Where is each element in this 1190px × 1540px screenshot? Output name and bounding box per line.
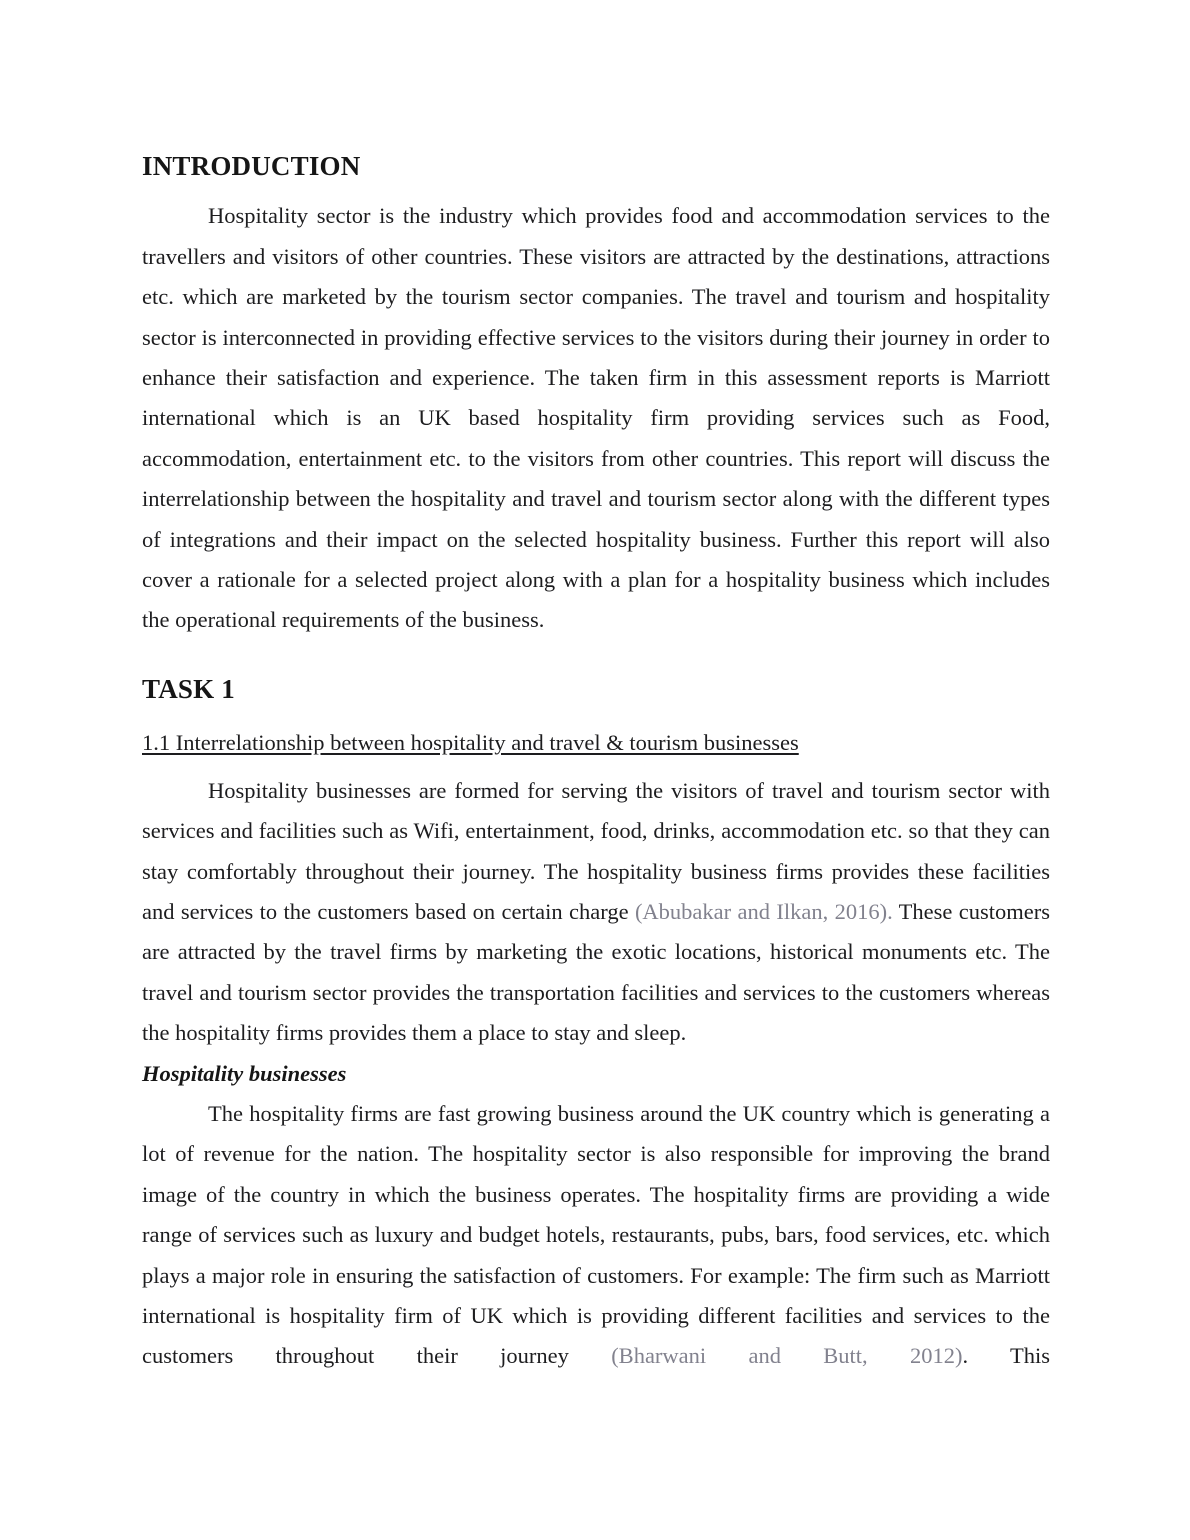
paragraph-text-segment: The hospitality firms are fast growing business around the UK country which is generating a lot of revenue for the nation. The hospitality sector is also responsible for improving the brand image of the country in which the business operates. The hospitality firms are providing a wide range of services such as luxury and budget hotels, restaurants, pubs, bars, food services, etc. which plays a major role in ensuring the satisfaction of customers. For example: The firm such as Marriott international is hospitality firm of UK which is providing different facilities and services to the customers throughout their journey bbox=[142, 1101, 1050, 1369]
citation-abubakar-ilkan: (Abubakar and Ilkan, 2016). bbox=[634, 898, 893, 924]
paragraph-text-segment: Hospitality businesses are formed for serving the visitors of travel and tourism sector with services and facilities such as Wifi, entertainment, food, drinks, accommodation etc. so that they can stay comfortably throughout their journey. The hospitality business firms provides these facilities and services to the customers based on certain charge bbox=[142, 777, 1050, 924]
paragraph-text-segment: These customers are attracted by the travel firms by marketing the exotic locations, historical monuments etc. The travel and tourism sector provides the transportation facilities and services to the customers whereas the hospitality firms provides them a place to stay and sleep. bbox=[142, 898, 1050, 1046]
heading-hospitality-businesses: Hospitality businesses bbox=[142, 1060, 347, 1086]
section-heading-task1: TASK 1 bbox=[142, 673, 235, 704]
section-heading-introduction: INTRODUCTION bbox=[142, 151, 361, 181]
citation-bharwani-butt: (Bharwani and Butt, 2012) bbox=[611, 1343, 963, 1369]
hospitality-paragraph bbox=[142, 1094, 1050, 1377]
introduction-paragraph: Hospitality sector is the industry which provides food and accommodation services to the travellers and visitors of other countries. These visitors are attracted by the destinations, attractions etc. which are marketed by the tourism sector companies. The travel and tourism and hospitality sector is interconnected in providing effective services to the visitors during their journey in order to enhance their satisfaction and experience. The taken firm in this assessment reports is Marriott international which is an UK based hospitality firm providing services such as Food, accommodation, entertainment etc. to the visitors from other countries. This report will discuss the interrelationship between the hospitality and travel and tourism sector along with the different types of integrations and their impact on the selected hospitality business. Further this report will also cover a rationale for a selected project along with a plan for a hospitality business which includes the operational requirements of the business. bbox=[142, 203, 1050, 633]
interrelationship-paragraph bbox=[142, 771, 1050, 1054]
paragraph-text-segment: . This bbox=[962, 1343, 1050, 1369]
subheading-interrelationship: 1.1 Interrelationship between hospitality and travel & tourism businesses bbox=[142, 730, 799, 756]
